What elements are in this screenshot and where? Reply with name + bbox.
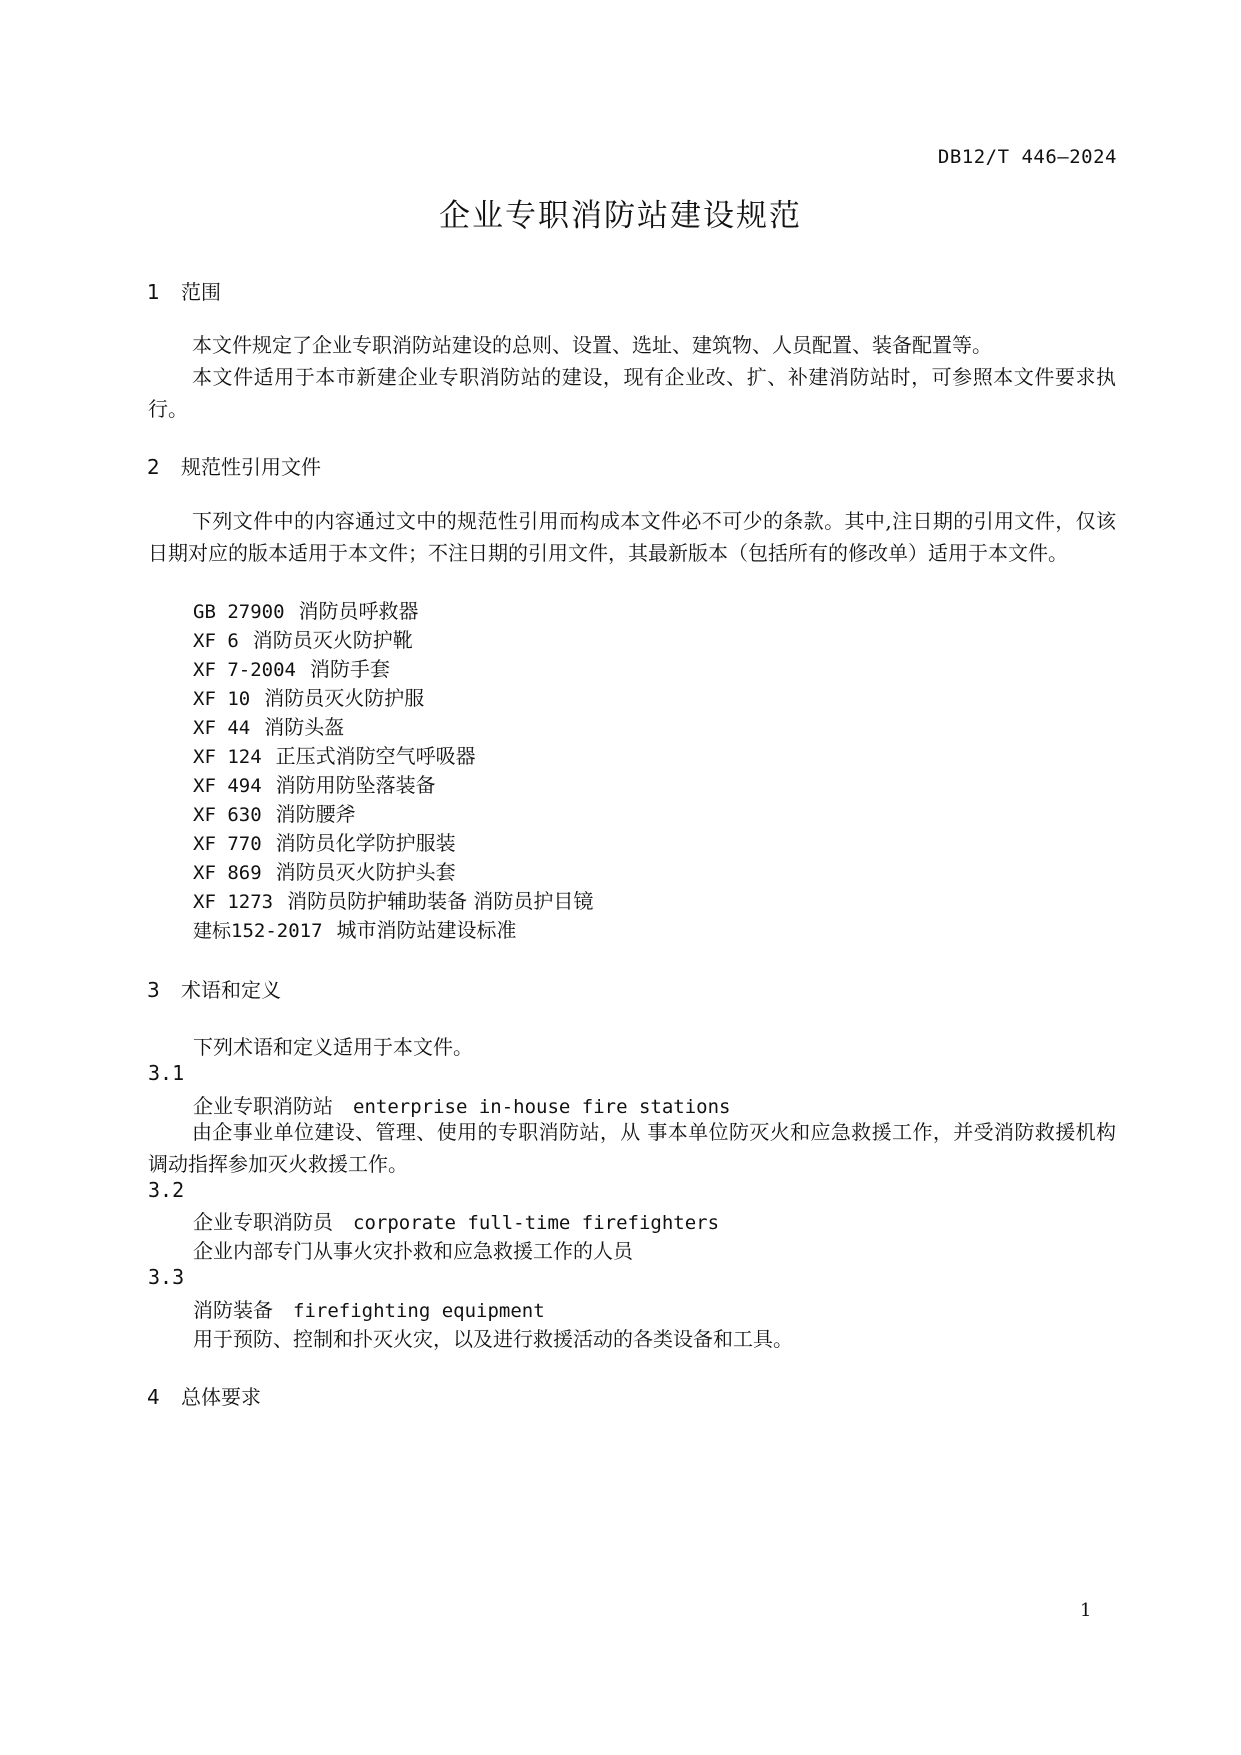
reference-name: 消防用防坠落装备 (275, 773, 436, 797)
reference-name: 城市消防站建设标准 (336, 918, 517, 942)
reference-code: XF 6 (193, 630, 239, 652)
reference-code: XF 44 (193, 717, 251, 739)
term-heading (193, 1090, 731, 1119)
reference-code: XF 1273 (193, 891, 274, 913)
reference-item (193, 827, 456, 856)
page-number: 1 (1080, 1600, 1092, 1621)
reference-name: 消防员灭火防护靴 (252, 628, 413, 652)
reference-name: 消防手套 (309, 657, 390, 681)
paragraph: 本文件适用于本市新建企业专职消防站的建设，现有企业改、扩、补建消防站时，可参照本文件要求执行。 (148, 365, 1116, 421)
section-title: 范围 (181, 280, 221, 304)
term-chinese: 企业专职消防员 (193, 1210, 333, 1234)
reference-code: XF 124 (193, 746, 262, 768)
term-number: 3.1 (148, 1061, 185, 1085)
reference-name: 消防腰斧 (275, 802, 356, 826)
term-definition: 企业内部专门从事火灾扑救和应急救援工作的人员 (193, 1239, 633, 1263)
reference-code: XF 10 (193, 688, 251, 710)
reference-item (193, 624, 413, 653)
reference-item (193, 856, 456, 885)
section-4-heading (147, 1381, 261, 1410)
term-english: enterprise in-house fire stations (353, 1096, 731, 1118)
term-chinese: 消防装备 (193, 1298, 273, 1322)
reference-code: XF 770 (193, 833, 262, 855)
reference-name: 消防员化学防护服装 (275, 831, 456, 855)
section-3-heading (147, 974, 281, 1003)
section-title: 总体要求 (181, 1385, 261, 1409)
term-definition: 由企事业单位建设、管理、使用的专职消防站，从 事本单位防灭火和应急救援工作，并受消防救援机构调动指挥参加灭火救援工作。 (148, 1120, 1116, 1176)
page-title: 企业专职消防站建设规范 (439, 198, 802, 234)
paragraph: 下列文件中的内容通过文中的规范性引用而构成本文件必不可少的条款。其中,注日期的引用文件，仅该日期对应的版本适用于本文件；不注日期的引用文件，其最新版本（包括所有的修改单）适用于本文件。 (148, 509, 1116, 565)
section-number: 4 (147, 1385, 160, 1409)
section-1-heading (147, 276, 221, 305)
reference-name: 消防头盔 (264, 715, 345, 739)
term-heading (193, 1206, 719, 1235)
reference-code: XF 7-2004 (193, 659, 296, 681)
reference-item (193, 595, 419, 624)
reference-code: XF 630 (193, 804, 262, 826)
reference-code: 建标152-2017 (193, 920, 323, 942)
reference-name: 消防员灭火防护服 (264, 686, 425, 710)
reference-item (193, 711, 344, 740)
term-chinese: 企业专职消防站 (193, 1094, 333, 1118)
reference-item (193, 885, 593, 914)
term-number: 3.3 (148, 1265, 185, 1289)
reference-item (193, 769, 436, 798)
document-number: DB12/T 446—2024 (937, 146, 1117, 168)
reference-name: 消防员呼救器 (298, 599, 419, 623)
reference-code: XF 494 (193, 775, 262, 797)
reference-item (193, 798, 356, 827)
term-english: corporate full-time firefighters (353, 1212, 720, 1234)
reference-code: XF 869 (193, 862, 262, 884)
term-english: firefighting equipment (293, 1300, 545, 1322)
term-definition: 用于预防、控制和扑灭火灾，以及进行救援活动的各类设备和工具。 (193, 1327, 793, 1351)
reference-item (193, 914, 517, 943)
reference-name: 消防员防护辅助装备 消防员护目镜 (287, 889, 594, 913)
section-title: 规范性引用文件 (181, 455, 321, 479)
section-number: 3 (147, 978, 160, 1002)
reference-name: 正压式消防空气呼吸器 (275, 744, 476, 768)
reference-item (193, 682, 424, 711)
reference-code: GB 27900 (193, 601, 285, 623)
term-number: 3.2 (148, 1178, 185, 1202)
reference-name: 消防员灭火防护头套 (275, 860, 456, 884)
reference-item (193, 740, 476, 769)
section-2-heading (147, 451, 321, 480)
paragraph: 下列术语和定义适用于本文件。 (193, 1035, 473, 1059)
paragraph: 本文件规定了企业专职消防站建设的总则、设置、选址、建筑物、人员配置、装备配置等。 (192, 333, 992, 357)
section-number: 2 (147, 455, 160, 479)
reference-item (193, 653, 390, 682)
section-number: 1 (147, 280, 160, 304)
term-heading (193, 1294, 545, 1323)
section-title: 术语和定义 (181, 978, 281, 1002)
